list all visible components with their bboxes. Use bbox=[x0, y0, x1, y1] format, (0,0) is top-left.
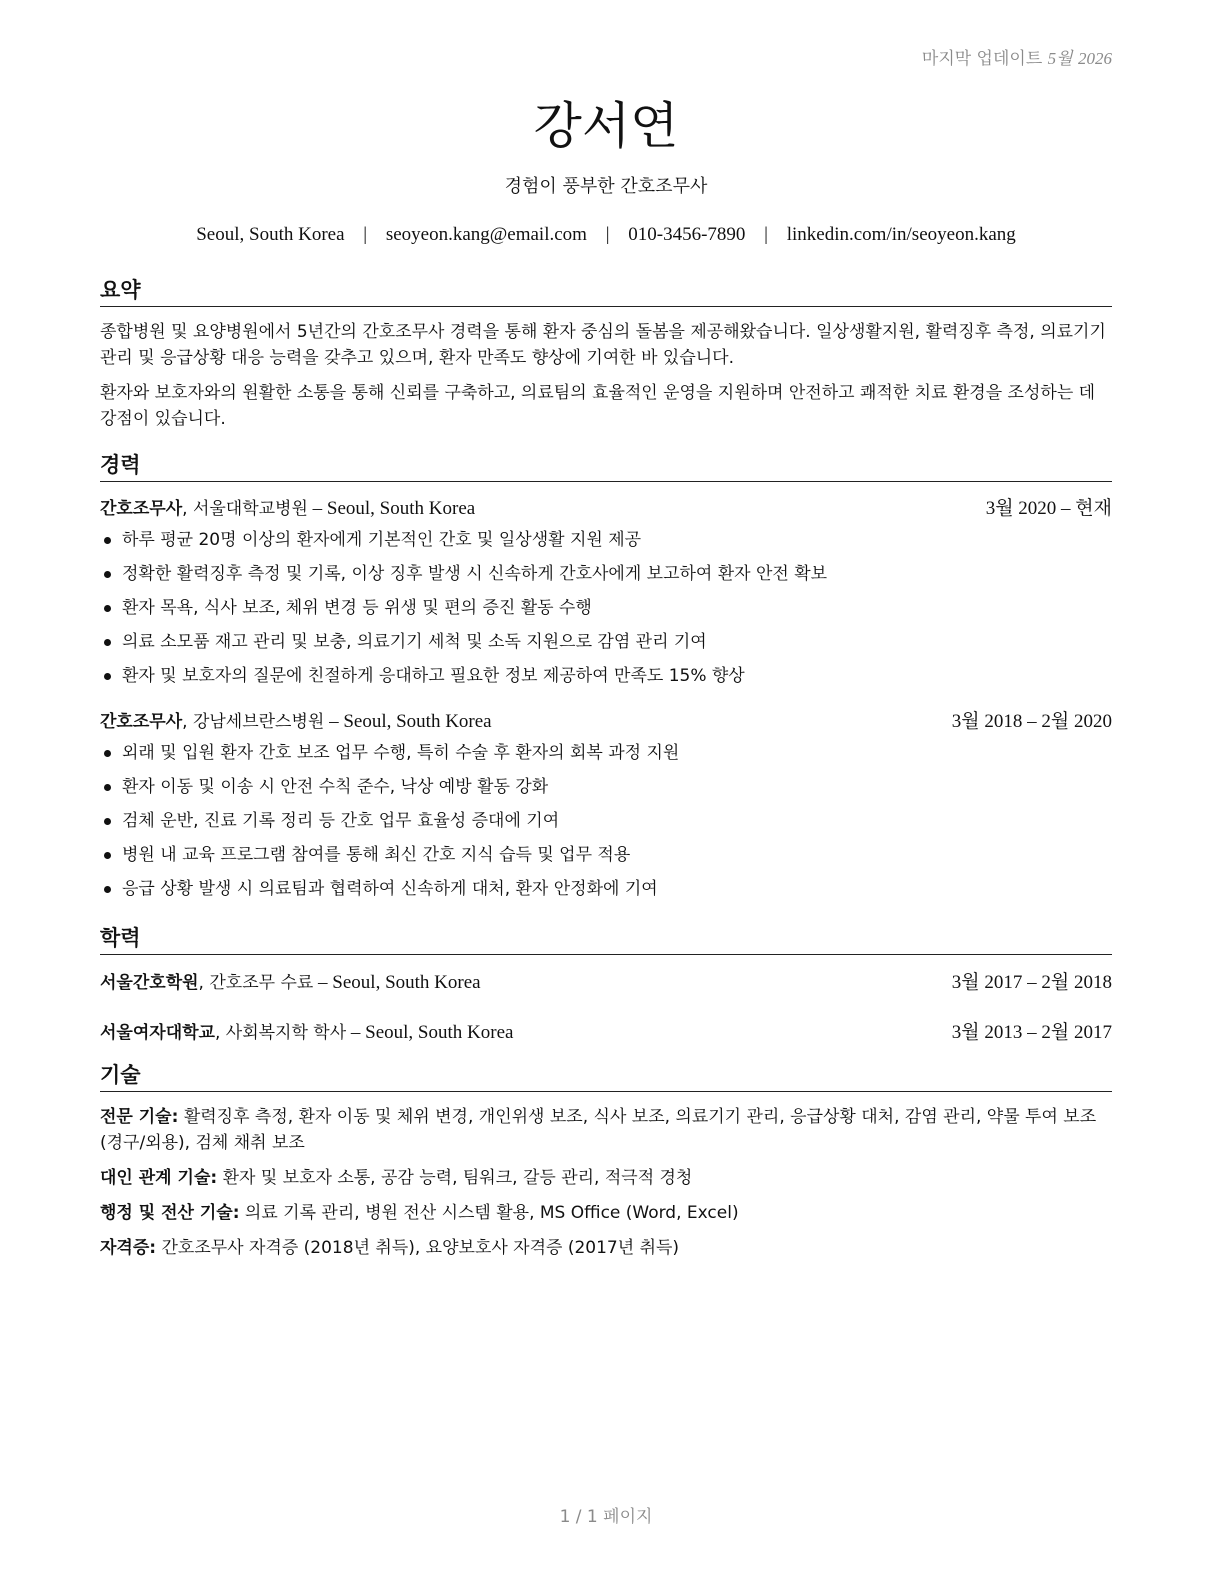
skill-line bbox=[100, 1200, 1112, 1226]
last-updated-year: 2026 bbox=[1078, 49, 1112, 68]
experience-section bbox=[100, 449, 1112, 908]
skill-text: 간호조무사 자격증 (2018년 취득), 요양보호사 자격증 (2017년 취득) bbox=[161, 1238, 680, 1258]
contact-line bbox=[100, 224, 1112, 246]
education-degree: 간호조무 수료 bbox=[209, 973, 314, 993]
education-location: – Seoul, South Korea bbox=[350, 1022, 514, 1043]
headline: 경험이 풍부한 간호조무사 bbox=[504, 176, 708, 197]
contact-separator: | bbox=[605, 224, 610, 245]
skill-label: 대인 관계 기술: bbox=[100, 1168, 218, 1188]
job-org: 서울대학교병원 bbox=[192, 499, 308, 519]
job-bullet: 병원 내 교육 프로그램 참여를 통해 최신 간호 지식 습득 및 업무 적용 bbox=[100, 840, 1112, 874]
job-bullet: 환자 및 보호자의 질문에 친절하게 응대하고 필요한 정보 제공하여 만족도 15% 향상 bbox=[100, 661, 1112, 695]
skill-text: 활력징후 측정, 환자 이동 및 체위 변경, 개인위생 보조, 식사 보조, 의료기기 관리, 응급상황 대처, 감염 관리, 약물 투여 보조 (경구/외용), 검체 채취 보조 bbox=[100, 1107, 1097, 1153]
contact-separator: | bbox=[363, 224, 368, 245]
education-section bbox=[100, 922, 1112, 1046]
job-bullet: 하루 평균 20명 이상의 환자에게 기본적인 간호 및 일상생활 지원 제공 bbox=[100, 525, 1112, 559]
job-bullet: 환자 목욕, 식사 보조, 체위 변경 등 위생 및 편의 증진 활동 수행 bbox=[100, 593, 1112, 627]
skill-line bbox=[100, 1235, 1112, 1261]
job-bullet: 의료 소모품 재고 관리 및 보충, 의료기기 세척 및 소독 지원으로 감염 관리 기여 bbox=[100, 627, 1112, 661]
education-entry: 서울간호학원, 간호조무 수료 – Seoul, South Korea 3월 2017 – 2월 2018 bbox=[100, 970, 1112, 996]
job-bullet: 환자 이동 및 이송 시 안전 수칙 준수, 낙상 예방 활동 강화 bbox=[100, 772, 1112, 806]
section-title-education: 학력 bbox=[100, 922, 1112, 955]
person-name: 강서연 bbox=[533, 97, 679, 155]
job-bullets bbox=[100, 525, 1112, 695]
job-bullet: 검체 운반, 진료 기록 정리 등 간호 업무 효율성 증대에 기여 bbox=[100, 806, 1112, 840]
summary-paragraph: 종합병원 및 요양병원에서 5년간의 간호조무사 경력을 통해 환자 중심의 돌봄을 제공해왔습니다. 일상생활지원, 활력징후 측정, 의료기기 관리 및 응급상황 대응 능력을 갖추고 있으며, 환자 만족도 향상에 기여한 바 있습니다. bbox=[100, 322, 1106, 368]
education-location: – Seoul, South Korea bbox=[318, 972, 481, 993]
skill-label: 행정 및 전산 기술: bbox=[100, 1203, 240, 1223]
job-entry bbox=[100, 709, 1112, 908]
job-bullet: 응급 상황 발생 시 의료팀과 협력하여 신속하게 대처, 환자 안정화에 기여 bbox=[100, 874, 1112, 908]
education-school: 서울여자대학교 bbox=[100, 1023, 215, 1043]
summary-section bbox=[100, 274, 1112, 432]
job-bullets bbox=[100, 738, 1112, 908]
education-degree: 사회복지학 학사 bbox=[225, 1023, 347, 1043]
job-location: – Seoul, South Korea bbox=[329, 711, 492, 732]
section-title-experience: 경력 bbox=[100, 449, 1112, 482]
skill-label: 자격증: bbox=[100, 1238, 157, 1258]
skill-text: 환자 및 보호자 소통, 공감 능력, 팀워크, 갈등 관리, 적극적 경청 bbox=[222, 1168, 693, 1188]
job-entry bbox=[100, 496, 1112, 695]
contact-separator: | bbox=[764, 224, 768, 245]
skill-line bbox=[100, 1165, 1112, 1191]
education-dates: 3월 2013 – 2월 2017 bbox=[951, 1022, 1112, 1043]
skills-section bbox=[100, 1059, 1112, 1261]
education-entry: 서울여자대학교, 사회복지학 학사 – Seoul, South Korea 3월 2013 – 2월 2017 bbox=[100, 1020, 1112, 1046]
education-school: 서울간호학원 bbox=[100, 973, 199, 993]
job-dates: 3월 2020 – 현재 bbox=[985, 498, 1112, 519]
job-bullet: 정확한 활력징후 측정 및 기록, 이상 징후 발생 시 신속하게 간호사에게 보고하여 환자 안전 확보 bbox=[100, 559, 1112, 593]
section-title-summary: 요약 bbox=[100, 274, 1112, 307]
last-updated-label: 마지막 업데이트 bbox=[921, 49, 1043, 69]
skill-label: 전문 기술: bbox=[100, 1107, 179, 1127]
job-org: 강남세브란스병원 bbox=[192, 712, 325, 732]
skill-line bbox=[100, 1104, 1112, 1156]
resume-page bbox=[100, 0, 1112, 1584]
last-updated-month: 5월 bbox=[1047, 49, 1073, 68]
contact-linkedin[interactable]: linkedin.com/in/seoyeon.kang bbox=[786, 224, 1016, 245]
job-header: 간호조무사, 서울대학교병원 – Seoul, South Korea 3월 2020 – 현재 bbox=[100, 496, 1112, 522]
job-role: 간호조무사 bbox=[100, 499, 183, 519]
page-indicator: 1 / 1 페이지 bbox=[559, 1507, 653, 1527]
job-location: – Seoul, South Korea bbox=[312, 498, 476, 519]
section-title-skills: 기술 bbox=[100, 1059, 1112, 1092]
summary-paragraph: 환자와 보호자와의 원활한 소통을 통해 신뢰를 구축하고, 의료팀의 효율적인 운영을 지원하며 안전하고 쾌적한 치료 환경을 조성하는 데 강점이 있습니다. bbox=[100, 383, 1096, 429]
contact-location: Seoul, South Korea bbox=[196, 224, 345, 245]
education-dates: 3월 2017 – 2월 2018 bbox=[951, 972, 1112, 993]
contact-phone: 010-3456-7890 bbox=[628, 224, 746, 245]
skill-text: 의료 기록 관리, 병원 전산 시스템 활용, MS Office (Word, Excel) bbox=[244, 1203, 739, 1223]
job-header: 간호조무사, 강남세브란스병원 – Seoul, South Korea 3월 2018 – 2월 2020 bbox=[100, 709, 1112, 735]
job-role: 간호조무사 bbox=[100, 712, 183, 732]
last-updated bbox=[922, 44, 1112, 69]
job-dates: 3월 2018 – 2월 2020 bbox=[951, 711, 1112, 732]
contact-email[interactable]: seoyeon.kang@email.com bbox=[385, 224, 587, 245]
job-bullet: 외래 및 입원 환자 간호 보조 업무 수행, 특히 수술 후 환자의 회복 과정 지원 bbox=[100, 738, 1112, 772]
